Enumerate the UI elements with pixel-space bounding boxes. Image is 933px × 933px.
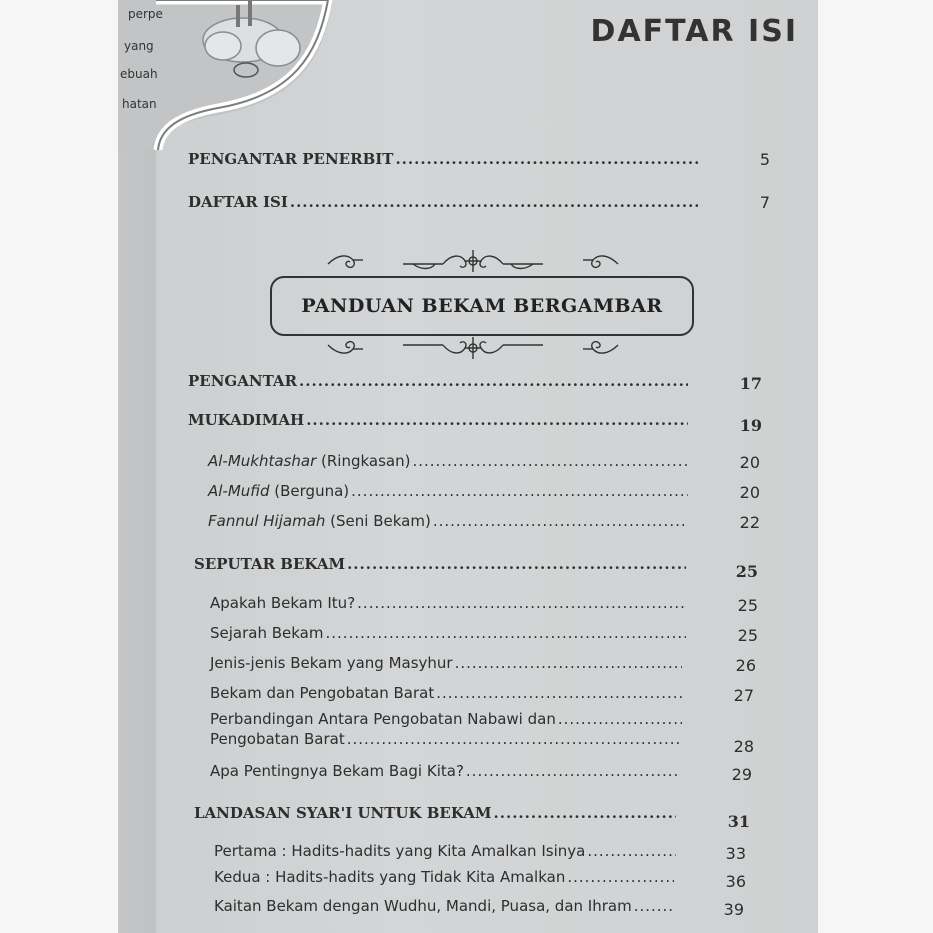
book-page (118, 0, 818, 933)
toc-subentry: Al-Mukhtashar (Ringkasan) ..... (208, 452, 690, 470)
toc-subentry: Fannul Hijamah (Seni Bekam) ..... (208, 512, 690, 530)
toc-page-number: 20 (739, 483, 760, 502)
toc-chapter: SEPUTAR BEKAM ..... (194, 555, 688, 573)
toc-page-number: 7 (759, 193, 770, 212)
toc-subentry: Kedua : Hadits-hadits yang Tidak Kita Amalkan ..... (214, 868, 676, 886)
fragment-3: ebuah (120, 67, 158, 81)
toc-chapter: MUKADIMAH ..... (188, 411, 690, 429)
toc-subentry: Pertama : Hadits-hadits yang Kita Amalkan Isinya ..... (214, 842, 678, 860)
toc-page-number: 36 (725, 872, 746, 891)
toc-entry: DAFTAR ISI ..... (188, 193, 700, 211)
toc-subentry: Apakah Bekam Itu? ..... (210, 594, 688, 612)
toc-chapter: LANDASAN SYAR'I UNTUK BEKAM ..... (194, 804, 678, 822)
toc-subentry: Apa Pentingnya Bekam Bagi Kita? ..... (210, 762, 682, 780)
toc-page-number: 20 (739, 453, 760, 472)
top-ornament (323, 246, 623, 276)
toc-page-number: 5 (759, 150, 770, 169)
fragment-4: hatan (122, 97, 157, 111)
toc-page-number: 39 (723, 900, 744, 919)
toc-page-number: 28 (733, 737, 754, 756)
cupping-illustration (118, 0, 348, 150)
toc-page-number: 25 (737, 626, 758, 645)
bottom-ornament (323, 333, 623, 363)
page-title: DAFTAR ISI (590, 14, 798, 49)
section-heading-box (270, 276, 694, 336)
toc-subentry: Sejarah Bekam ..... (210, 624, 688, 642)
toc-page-number: 22 (739, 513, 760, 532)
toc-page-number: 27 (733, 686, 754, 705)
toc-page-number: 19 (739, 416, 762, 435)
toc-subentry: Bekam dan Pengobatan Barat ..... (210, 684, 684, 702)
toc-page-number: 29 (731, 765, 752, 784)
toc-page-number: 25 (737, 596, 758, 615)
section-title: PANDUAN BEKAM BERGAMBAR (301, 295, 663, 317)
toc-page-number: 25 (735, 562, 758, 581)
fragment-1: perpe (128, 7, 163, 21)
toc-subentry: Al-Mufid (Berguna) ..... (208, 482, 690, 500)
fragment-2: yang (124, 39, 154, 53)
toc-page-number: 33 (725, 844, 746, 863)
toc-subentry: Jenis-jenis Bekam yang Masyhur ..... (210, 654, 684, 672)
toc-page-number: 17 (739, 374, 762, 393)
toc-subentry: Perbandingan Antara Pengobatan Nabawi dan ..... (210, 710, 684, 728)
toc-subentry: Kaitan Bekam dengan Wudhu, Mandi, Puasa, dan Ihram ..... (214, 897, 676, 915)
toc-entry: PENGANTAR ..... (188, 372, 690, 390)
toc-page-number: 31 (727, 812, 750, 831)
toc-subentry-continued: Pengobatan Barat ..... (210, 730, 684, 748)
toc-page-number: 26 (735, 656, 756, 675)
toc-entry: PENGANTAR PENERBIT ..... (188, 150, 700, 168)
